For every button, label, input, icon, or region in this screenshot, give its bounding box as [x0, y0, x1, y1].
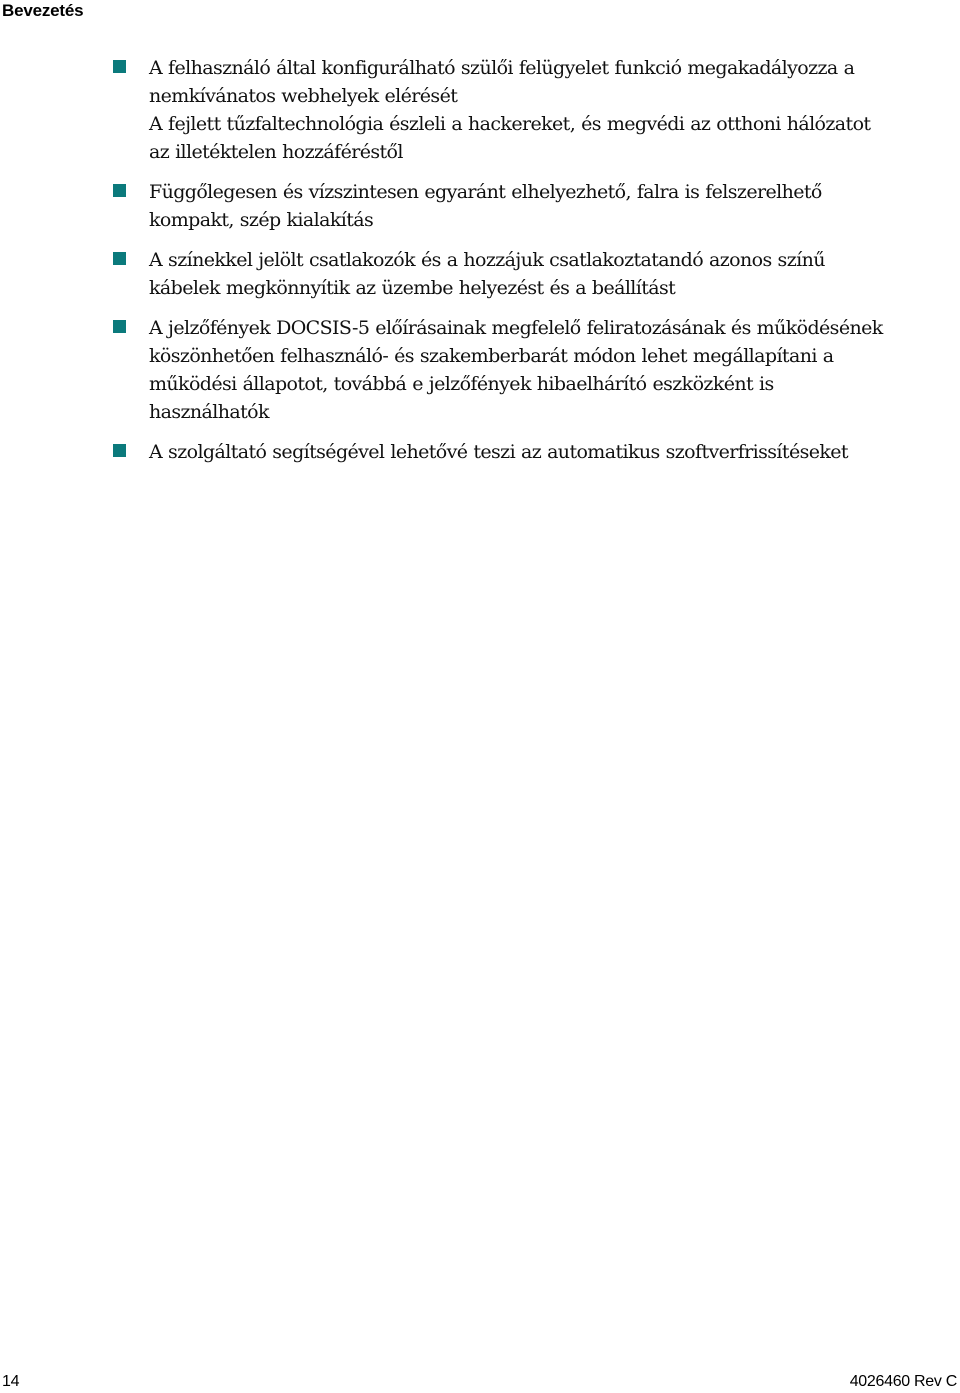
square-bullet-icon [113, 60, 126, 73]
square-bullet-icon [113, 444, 126, 457]
list-item-line: A felhasználó által konfigurálható szülői felügyelet funkció megakadályozza a [149, 57, 855, 79]
list-item [112, 314, 958, 426]
list-item-line: A színekkel jelölt csatlakozók és a hozzájuk csatlakoztatandó azonos színű [149, 249, 825, 271]
list-item-line: Függőlegesen és vízszintesen egyaránt elhelyezhető, falra is felszerelhető [149, 181, 822, 203]
list-item-line: az illetéktelen hozzáféréstől [149, 141, 403, 163]
list-item-line: működési állapotot, továbbá e jelzőfények hibaelhárító eszközként is [149, 373, 774, 395]
list-item [112, 438, 958, 466]
page-header-title: Bevezetés [2, 1, 84, 20]
page-number: 14 [2, 1373, 20, 1390]
list-item-line: használhatók [149, 401, 269, 423]
square-bullet-icon [113, 252, 126, 265]
list-item-line: köszönhetően felhasználó- és szakemberbarát módon lehet megállapítani a [149, 345, 834, 367]
square-bullet-icon [113, 184, 126, 197]
list-item-line: kompakt, szép kialakítás [149, 209, 374, 231]
list-item [112, 178, 958, 234]
feature-list [112, 54, 958, 478]
document-id: 4026460 Rev C [849, 1373, 957, 1390]
list-item-line: A jelzőfények DOCSIS-5 előírásainak megfelelő feliratozásának és működésének [149, 317, 883, 339]
list-item-line: kábelek megkönnyítik az üzembe helyezést és a beállítást [149, 277, 676, 299]
list-item-line: nemkívánatos webhelyek elérését [149, 85, 458, 107]
list-item [112, 54, 958, 166]
list-item-line: A fejlett tűzfaltechnológia észleli a hackereket, és megvédi az otthoni hálózatot [149, 113, 871, 135]
square-bullet-icon [113, 320, 126, 333]
list-item-line: A szolgáltató segítségével lehetővé teszi az automatikus szoftverfrissítéseket [149, 441, 848, 463]
list-item [112, 246, 958, 302]
